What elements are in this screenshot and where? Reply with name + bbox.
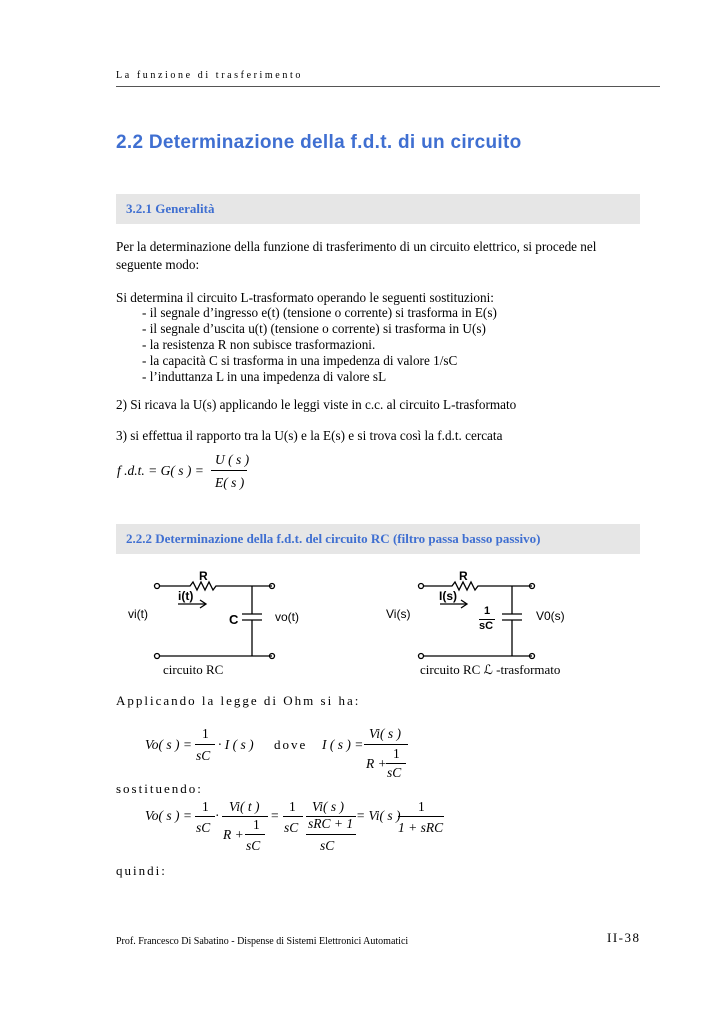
eq1-times-i: · I ( s ) [218,737,254,752]
subsection-heading-rc [116,524,640,554]
subsection-heading-generalita [116,194,640,224]
input-voltage-label: vi(t) [128,607,148,621]
intro-line-2: seguente modo: [116,257,200,272]
quindi-label: quindi: [116,863,167,878]
eq2-sc: sC [196,820,211,835]
sostituendo-label: sostituendo: [116,781,203,796]
eq2-bar-7 [398,816,444,817]
eq1-i-lhs: I ( s ) = [322,737,364,752]
current-label: I(s) [439,589,457,603]
eq2-vo-lhs: Vo( s ) = [145,808,192,823]
eq1-main-bar [364,744,408,745]
eq1-dove: dove [274,737,308,752]
eq1-one2: 1 [393,746,400,761]
eq1-vi: Vi( s ) [369,726,401,741]
eq1-sc2: sC [387,765,402,780]
current-label: i(t) [178,589,194,603]
subsection-title: 3.2.1 Generalità [126,201,215,216]
eq1-one: 1 [202,726,209,741]
fdt-denominator: E( s ) [215,475,245,490]
eq2-one-src: 1 + sRC [398,820,444,835]
header-rule [116,86,660,87]
output-voltage-label: vo(t) [275,610,299,624]
output-voltage-label: V0(s) [536,609,565,623]
eq2-vit: Vi( t ) [229,799,260,814]
page-number: II-38 [607,930,641,945]
impedance-numerator: 1 [484,605,491,617]
eq2-one-c: 1 [289,799,296,814]
eq2-one-e: 1 [418,799,425,814]
intro-line-1: Per la determinazione della funzione di trasferimento di un circuito elettrico, si procede nel [116,239,597,254]
eq1-inner-bar [386,763,406,764]
eq2-eq-vis: = Vi( s ) [356,808,401,823]
eq1-sc: sC [196,748,211,763]
eq2-bar-6 [306,834,356,835]
running-header: La funzione di trasferimento [116,70,303,81]
circuit-caption: circuito RC [163,662,224,677]
fdt-numerator: U ( s ) [215,452,250,467]
eq1-fraction-bar [195,744,215,745]
eq2-bar-4 [283,816,303,817]
step1-lead: Si determina il circuito L-trasformato operando le seguenti sostituzioni: [116,290,494,305]
section-title: 2.2 Determinazione della f.d.t. di un circuito [116,132,522,153]
eq2-dot: · [215,808,220,823]
eq2-bar-3 [245,834,265,835]
fdt-lhs: f .d.t. = G( s ) = [117,463,204,478]
input-voltage-label: Vi(s) [386,607,411,621]
capacitor-label: C [229,612,239,627]
step3: 3) si effettua il rapporto tra la U(s) e la E(s) e si trova così la f.d.t. cercata [116,428,503,443]
eq2-r-plus: R + [223,827,244,842]
subsection-title: 2.2.2 Determinazione della f.d.t. del circuito RC (filtro passa basso passivo) [126,531,541,546]
eq2-bar-2 [222,816,268,817]
fdt-fraction-bar [211,470,247,471]
step1-list [142,305,497,385]
impedance-denominator: sC [479,620,494,632]
eq2-one: 1 [202,799,209,814]
ohm-sentence: Applicando la legge di Ohm si ha: [116,693,361,708]
list-item: - la capacità C si trasforma in una impedenza di valore 1/sC [142,353,458,368]
list-item: - il segnale d’uscita u(t) (tensione o corrente) si trasforma in U(s) [142,321,486,336]
eq2-sc-b: sC [246,838,261,853]
list-item: - la resistenza R non subisce trasformazioni. [142,337,376,352]
eq2-eq: = [271,808,279,823]
resistor-label: R [199,569,208,583]
resistor-label: R [459,569,468,583]
list-item: - l’induttanza L in una impedenza di valore sL [142,369,387,384]
intro-paragraph [116,238,596,274]
eq1-r-plus: R + [366,756,387,771]
eq2-sc-d: sC [320,838,335,853]
eq2-one-b: 1 [253,817,260,832]
eq2-vis: Vi( s ) [312,799,344,814]
eq2-sc-c: sC [284,820,299,835]
footer-author: Prof. Francesco Di Sabatino - Dispense di Sistemi Elettronici Automatici [116,936,409,947]
circuit-caption: circuito RC ℒ -trasformato [420,662,561,677]
eq2-src1: sRC + 1 [308,816,354,831]
eq1-vo-lhs: Vo( s ) = [145,737,192,752]
step2: 2) Si ricava la U(s) applicando le leggi viste in c.c. al circuito L-trasformato [116,397,517,412]
list-item: - il segnale d’ingresso e(t) (tensione o corrente) si trasforma in E(s) [142,305,497,320]
eq2-bar-1 [195,816,215,817]
